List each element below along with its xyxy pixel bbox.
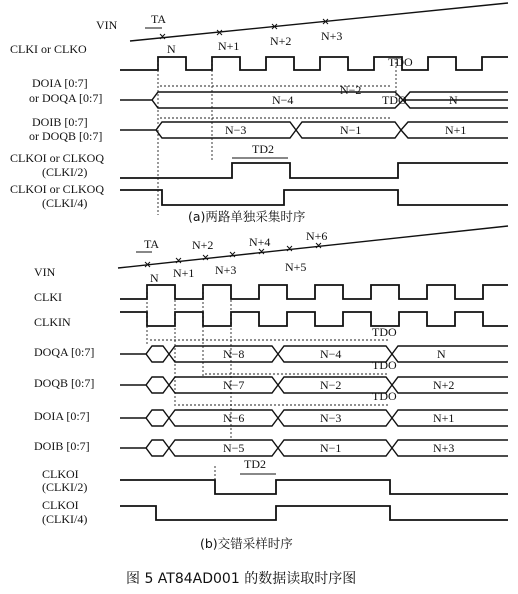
b-mark-n3: N+3 [215,263,237,277]
a-bus2-label-1: DOIB [0:7] [32,115,88,129]
b-doqb-value-2: N−2 [320,378,342,392]
a-mark-n1: N+1 [218,39,240,53]
b-tdo-1: TDO [372,325,397,339]
b-doqb-label: DOQB [0:7] [34,376,95,390]
b-tdo-2: TDO [372,358,397,372]
a-bus2-value-1: N−3 [225,123,247,137]
b-caption: (b)交错采样时序 [200,536,293,551]
a-bus2-value-3: N+1 [445,123,467,137]
diagram-a [10,3,508,224]
b-div4-label-1: CLKOI [42,498,79,512]
b-doia-value-2: N−3 [320,411,342,425]
b-clki-wave [120,285,508,299]
b-doqa-value-2: N−4 [320,347,342,361]
diagram-b [34,226,508,551]
a-bus2-label-2: or DOQB [0:7] [29,129,103,143]
a-clk-label: CLKI or CLKO [10,42,87,56]
a-bus1-value-1: N−4 [272,93,294,107]
a-tdo-2: TDO [382,93,407,107]
b-clki-label: CLKI [34,290,62,304]
a-bus1-label-1: DOIA [0:7] [32,76,88,90]
b-mark-n2: N+2 [192,238,214,252]
a-div4-wave [120,190,508,205]
b-mark-n5: N+5 [285,260,307,274]
b-doqa-wave [120,346,508,362]
a-n2-label: N−2 [340,83,362,97]
a-mark-n3: N+3 [321,29,343,43]
a-ta-label: TA [151,12,167,26]
a-clk-wave [120,57,508,70]
b-mark-n1: N+1 [173,266,195,280]
b-vin-label: VIN [34,265,56,279]
a-mark-n: N [167,42,176,56]
b-div4-label-2: (CLKI/4) [42,512,88,526]
b-td2-label: TD2 [244,457,266,471]
a-bus1-label-2: or DOQA [0:7] [29,91,103,105]
figure-caption: 图 5 AT84AD001 的数据读取时序图 [126,571,357,587]
b-div2-label-2: (CLKI/2) [42,480,88,494]
b-doib-value-2: N−1 [320,441,342,455]
a-tdo-1: TDO [388,55,413,69]
b-mark-n: N [150,271,159,285]
a-div4-label-2: (CLKI/4) [42,196,88,210]
a-div4-label-1: CLKOI or CLKOQ [10,182,104,196]
b-div2-label-1: CLKOI [42,467,79,481]
a-caption: (a)两路单独采集时序 [188,209,306,224]
a-mark-n2: N+2 [270,34,292,48]
b-div2-wave [120,480,508,494]
b-doia-value-1: N−6 [223,411,245,425]
a-div2-label-2: (CLKI/2) [42,165,88,179]
b-doia-value-3: N+1 [433,411,455,425]
b-doqb-value-3: N+2 [433,378,455,392]
a-vin-ramp [130,3,508,41]
b-clkin-wave [120,312,508,326]
b-doqa-value-1: N−8 [223,347,245,361]
a-div2-wave [120,163,508,178]
a-bus1-value-2: N [449,93,458,107]
b-mark-n6: N+6 [306,229,328,243]
b-doib-label: DOIB [0:7] [34,439,90,453]
b-doib-value-3: N+3 [433,441,455,455]
b-tdo-3: TDO [372,389,397,403]
a-td2-label: TD2 [252,142,274,156]
b-doib-value-1: N−5 [223,441,245,455]
b-mark-n4: N+4 [249,235,271,249]
b-ta-label: TA [144,237,160,251]
b-div4-wave [120,506,508,520]
b-clkin-label: CLKIN [34,315,71,329]
b-doqa-label: DOQA [0:7] [34,345,95,359]
a-div2-label-1: CLKOI or CLKOQ [10,151,104,165]
b-doqa-value-3: N [437,347,446,361]
b-doqb-value-1: N−7 [223,378,245,392]
a-bus2-value-2: N−1 [340,123,362,137]
b-doia-label: DOIA [0:7] [34,409,90,423]
a-vin-label: VIN [96,18,118,32]
